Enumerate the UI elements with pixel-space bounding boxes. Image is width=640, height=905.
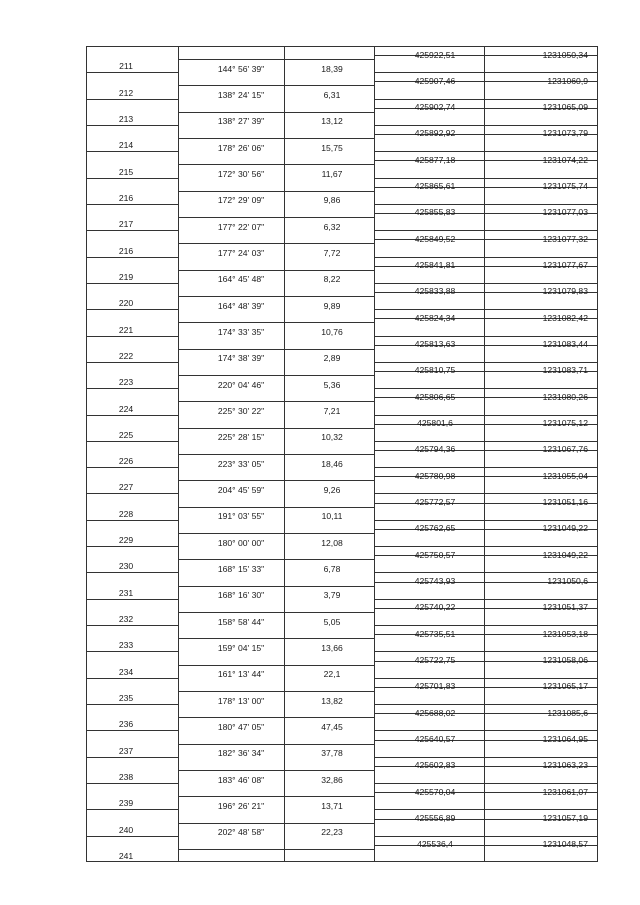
row-line bbox=[374, 625, 598, 626]
row-line bbox=[374, 257, 598, 258]
row-line bbox=[374, 204, 598, 205]
coordinate-y: 1231058,06 bbox=[542, 654, 588, 665]
segment-length: 3,79 bbox=[323, 590, 341, 601]
point-number: 214 bbox=[118, 140, 134, 151]
row-line bbox=[374, 783, 598, 784]
segment-angle: 138° 24' 15" bbox=[217, 90, 265, 101]
row-line bbox=[374, 72, 598, 73]
segment-line bbox=[178, 586, 374, 587]
point-number: 229 bbox=[118, 535, 134, 546]
row-line bbox=[374, 230, 598, 231]
coordinate-y: 1231051,37 bbox=[542, 602, 588, 613]
row-line bbox=[86, 704, 178, 705]
segment-line bbox=[178, 612, 374, 613]
segment-line bbox=[178, 191, 374, 192]
coordinate-x: 425780,98 bbox=[414, 470, 456, 481]
segment-angle: 172° 29' 09" bbox=[217, 195, 265, 206]
point-number: 239 bbox=[118, 798, 134, 809]
segment-angle: 202° 48' 58" bbox=[217, 827, 265, 838]
row-line bbox=[86, 599, 178, 600]
row-line bbox=[374, 441, 598, 442]
coordinate-y: 1231063,23 bbox=[542, 760, 588, 771]
coordinate-y: 1231053,18 bbox=[542, 628, 588, 639]
coordinate-x: 425536,4 bbox=[417, 839, 453, 850]
coordinate-x: 425865,61 bbox=[414, 181, 456, 192]
coordinate-y: 1231083,44 bbox=[542, 339, 588, 350]
point-number: 228 bbox=[118, 508, 134, 519]
point-number: 220 bbox=[118, 298, 134, 309]
point-number: 226 bbox=[118, 456, 134, 467]
point-number: 232 bbox=[118, 614, 134, 625]
segment-length: 37,78 bbox=[321, 748, 343, 759]
segment-length: 9,89 bbox=[323, 300, 341, 311]
coordinate-y: 1231050,6 bbox=[547, 575, 588, 586]
segment-line bbox=[178, 243, 374, 244]
coordinate-x: 425813,63 bbox=[414, 339, 456, 350]
coordinate-y: 1231064,95 bbox=[542, 733, 588, 744]
segment-angle: 196° 26' 21" bbox=[217, 800, 265, 811]
segment-angle: 168° 15' 33" bbox=[217, 563, 265, 574]
segment-length: 5,36 bbox=[323, 379, 341, 390]
segment-line bbox=[178, 770, 374, 771]
row-line bbox=[374, 362, 598, 363]
row-line bbox=[86, 230, 178, 231]
row-line bbox=[374, 125, 598, 126]
segment-line bbox=[178, 112, 374, 113]
segment-angle: 191° 03' 55" bbox=[217, 511, 265, 522]
segment-length: 47,45 bbox=[321, 721, 343, 732]
segment-line bbox=[178, 454, 374, 455]
point-number: 217 bbox=[118, 219, 134, 230]
segment-line bbox=[178, 217, 374, 218]
point-number: 233 bbox=[118, 640, 134, 651]
segment-length: 10,11 bbox=[321, 511, 343, 522]
segment-line bbox=[178, 270, 374, 271]
point-number: 227 bbox=[118, 482, 134, 493]
table-bottom-border bbox=[86, 861, 598, 862]
segment-line bbox=[178, 507, 374, 508]
row-line bbox=[86, 493, 178, 494]
coordinate-x: 425922,51 bbox=[414, 49, 456, 60]
segment-angle: 144° 56' 39" bbox=[217, 63, 265, 74]
coordinate-y: 1231075,74 bbox=[542, 181, 588, 192]
coordinate-y: 1231077,67 bbox=[542, 260, 588, 271]
segment-angle: 174° 33' 35" bbox=[217, 327, 265, 338]
row-line bbox=[86, 151, 178, 152]
coordinate-y: 1231082,42 bbox=[542, 312, 588, 323]
coordinate-x: 425810,75 bbox=[414, 365, 456, 376]
segment-angle: 204° 45' 59" bbox=[217, 484, 265, 495]
row-line bbox=[374, 99, 598, 100]
segment-length: 13,66 bbox=[321, 642, 343, 653]
point-number: 224 bbox=[118, 403, 134, 414]
row-line bbox=[86, 520, 178, 521]
segment-length: 22,23 bbox=[321, 827, 343, 838]
point-number: 225 bbox=[118, 429, 134, 440]
point-number: 238 bbox=[118, 772, 134, 783]
coordinates-table bbox=[86, 46, 598, 862]
segment-length: 18,39 bbox=[321, 63, 343, 74]
segment-line bbox=[178, 638, 374, 639]
row-line bbox=[86, 441, 178, 442]
row-line bbox=[86, 283, 178, 284]
coordinate-x: 425750,57 bbox=[414, 549, 456, 560]
segment-line bbox=[178, 717, 374, 718]
point-number: 236 bbox=[118, 719, 134, 730]
point-number: 221 bbox=[118, 324, 134, 335]
coordinate-x: 425877,18 bbox=[414, 154, 456, 165]
coordinate-y: 1231055,04 bbox=[542, 470, 588, 481]
segment-angle: 164° 45' 48" bbox=[217, 274, 265, 285]
coordinate-x: 425849,52 bbox=[414, 233, 456, 244]
row-line bbox=[374, 651, 598, 652]
coordinate-x: 425640,57 bbox=[414, 733, 456, 744]
segment-angle: 177° 24' 03" bbox=[217, 248, 265, 259]
row-line bbox=[86, 257, 178, 258]
coordinate-x: 425833,88 bbox=[414, 286, 456, 297]
segment-length: 7,72 bbox=[323, 248, 341, 259]
coordinate-x: 425602,83 bbox=[414, 760, 456, 771]
segment-angle: 172° 30' 56" bbox=[217, 169, 265, 180]
segment-angle: 161° 13' 44" bbox=[217, 669, 265, 680]
point-number: 234 bbox=[118, 666, 134, 677]
point-number: 231 bbox=[118, 587, 134, 598]
coordinate-x: 425892,92 bbox=[414, 128, 456, 139]
row-line bbox=[86, 204, 178, 205]
segment-length: 12,08 bbox=[321, 537, 343, 548]
row-line bbox=[374, 309, 598, 310]
coordinate-x: 425735,51 bbox=[414, 628, 456, 639]
point-number: 237 bbox=[118, 745, 134, 756]
coordinate-x: 425841,81 bbox=[414, 260, 456, 271]
segment-length: 22,1 bbox=[323, 669, 341, 680]
coordinate-y: 1231061,07 bbox=[542, 786, 588, 797]
row-line bbox=[86, 125, 178, 126]
segment-line bbox=[178, 59, 374, 60]
segment-angle: 174° 38' 39" bbox=[217, 353, 265, 364]
segment-line bbox=[178, 480, 374, 481]
coordinate-y: 1231065,17 bbox=[542, 681, 588, 692]
row-line bbox=[374, 415, 598, 416]
coordinate-y: 1231085,6 bbox=[547, 707, 588, 718]
point-number: 235 bbox=[118, 693, 134, 704]
point-number: 212 bbox=[118, 87, 134, 98]
segment-angle: 168° 16' 30" bbox=[217, 590, 265, 601]
segment-angle: 158° 58' 44" bbox=[217, 616, 265, 627]
row-line bbox=[86, 362, 178, 363]
segment-line bbox=[178, 665, 374, 666]
segment-angle: 138° 27' 39" bbox=[217, 116, 265, 127]
point-number: 219 bbox=[118, 271, 134, 282]
segment-line bbox=[178, 533, 374, 534]
point-number: 215 bbox=[118, 166, 134, 177]
coordinate-x: 425722,75 bbox=[414, 654, 456, 665]
row-line bbox=[86, 467, 178, 468]
row-line bbox=[374, 836, 598, 837]
coordinate-x: 425740,22 bbox=[414, 602, 456, 613]
segment-length: 7,21 bbox=[323, 406, 341, 417]
segment-angle: 177° 22' 07" bbox=[217, 221, 265, 232]
segment-length: 6,32 bbox=[323, 221, 341, 232]
segment-line bbox=[178, 796, 374, 797]
segment-angle: 223° 33' 05" bbox=[217, 458, 265, 469]
segment-length: 5,05 bbox=[323, 616, 341, 627]
coordinate-x: 425772,57 bbox=[414, 496, 456, 507]
coordinate-y: 1231049,22 bbox=[542, 523, 588, 534]
segment-length: 32,86 bbox=[321, 774, 343, 785]
coordinate-y: 1231050,34 bbox=[542, 49, 588, 60]
row-line bbox=[374, 757, 598, 758]
segment-line bbox=[178, 164, 374, 165]
coordinate-x: 425801,6 bbox=[417, 418, 453, 429]
segment-length: 11,67 bbox=[321, 169, 343, 180]
segment-length: 18,46 bbox=[321, 458, 343, 469]
row-line bbox=[374, 809, 598, 810]
row-line bbox=[374, 730, 598, 731]
row-line bbox=[86, 757, 178, 758]
segment-length: 13,82 bbox=[321, 695, 343, 706]
point-number: 216 bbox=[118, 245, 134, 256]
segment-length: 13,71 bbox=[321, 800, 343, 811]
row-line bbox=[374, 572, 598, 573]
coordinate-x: 425743,93 bbox=[414, 575, 456, 586]
segment-angle: 182° 36' 34" bbox=[217, 748, 265, 759]
segment-length: 6,78 bbox=[323, 563, 341, 574]
coordinate-x: 425806,65 bbox=[414, 391, 456, 402]
row-line bbox=[374, 520, 598, 521]
coordinate-y: 1231060,9 bbox=[547, 75, 588, 86]
table-top-border bbox=[86, 46, 598, 47]
segment-line bbox=[178, 349, 374, 350]
segment-line bbox=[178, 428, 374, 429]
segment-line bbox=[178, 322, 374, 323]
coordinate-x: 425701,83 bbox=[414, 681, 456, 692]
segment-angle: 225° 28' 15" bbox=[217, 432, 265, 443]
segment-angle: 178° 26' 06" bbox=[217, 142, 265, 153]
segment-angle: 178° 13' 00" bbox=[217, 695, 265, 706]
segment-length: 8,22 bbox=[323, 274, 341, 285]
segment-line bbox=[178, 559, 374, 560]
row-line bbox=[374, 283, 598, 284]
row-line bbox=[86, 546, 178, 547]
point-number: 230 bbox=[118, 561, 134, 572]
coordinate-y: 1231083,71 bbox=[542, 365, 588, 376]
segment-angle: 183° 46' 08" bbox=[217, 774, 265, 785]
row-line bbox=[86, 415, 178, 416]
coordinate-y: 1231051,16 bbox=[542, 496, 588, 507]
coordinate-x: 425855,83 bbox=[414, 207, 456, 218]
segment-line bbox=[178, 296, 374, 297]
coordinate-y: 1231075,12 bbox=[542, 418, 588, 429]
row-line bbox=[374, 467, 598, 468]
coordinate-y: 1231074,22 bbox=[542, 154, 588, 165]
point-number: 223 bbox=[118, 377, 134, 388]
row-line bbox=[86, 178, 178, 179]
segment-line bbox=[178, 691, 374, 692]
segment-angle: 159° 04' 15" bbox=[217, 642, 265, 653]
row-line bbox=[374, 178, 598, 179]
segment-length: 9,86 bbox=[323, 195, 341, 206]
coordinate-x: 425902,74 bbox=[414, 102, 456, 113]
row-line bbox=[374, 546, 598, 547]
point-number: 213 bbox=[118, 113, 134, 124]
row-line bbox=[86, 388, 178, 389]
coordinate-y: 1231048,57 bbox=[542, 839, 588, 850]
coordinate-y: 1231077,03 bbox=[542, 207, 588, 218]
row-line bbox=[86, 572, 178, 573]
coordinate-x: 425556,89 bbox=[414, 812, 456, 823]
segment-line bbox=[178, 823, 374, 824]
row-line bbox=[86, 836, 178, 837]
row-line bbox=[86, 678, 178, 679]
row-line bbox=[86, 99, 178, 100]
point-number: 240 bbox=[118, 824, 134, 835]
point-number: 241 bbox=[118, 851, 134, 861]
coordinate-y: 1231077,32 bbox=[542, 233, 588, 244]
row-line bbox=[86, 309, 178, 310]
row-line bbox=[374, 493, 598, 494]
row-line bbox=[374, 151, 598, 152]
coordinate-y: 1231057,19 bbox=[542, 812, 588, 823]
segment-angle: 180° 00' 00" bbox=[217, 537, 265, 548]
row-line bbox=[86, 783, 178, 784]
coordinate-x: 425762,65 bbox=[414, 523, 456, 534]
column-line bbox=[86, 46, 87, 862]
segment-length: 2,89 bbox=[323, 353, 341, 364]
coordinate-y: 1231079,83 bbox=[542, 286, 588, 297]
segment-line bbox=[178, 85, 374, 86]
row-line bbox=[86, 651, 178, 652]
segment-angle: 225° 30' 22" bbox=[217, 406, 265, 417]
segment-length: 9,26 bbox=[323, 484, 341, 495]
segment-line bbox=[178, 744, 374, 745]
point-number: 216 bbox=[118, 192, 134, 203]
row-line bbox=[86, 730, 178, 731]
segment-angle: 180° 47' 05" bbox=[217, 721, 265, 732]
point-number: 211 bbox=[119, 61, 133, 72]
coordinate-y: 1231065,09 bbox=[542, 102, 588, 113]
row-line bbox=[374, 388, 598, 389]
coordinate-x: 425570,04 bbox=[414, 786, 456, 797]
point-number: 222 bbox=[118, 350, 134, 361]
segment-length: 10,32 bbox=[321, 432, 343, 443]
coordinate-y: 1231080,26 bbox=[542, 391, 588, 402]
coordinate-y: 1231067,76 bbox=[542, 444, 588, 455]
row-line bbox=[374, 704, 598, 705]
segment-length: 15,75 bbox=[321, 142, 343, 153]
row-line bbox=[86, 625, 178, 626]
segment-length: 13,12 bbox=[321, 116, 343, 127]
row-line bbox=[374, 336, 598, 337]
segment-length: 6,31 bbox=[323, 90, 341, 101]
coordinate-x: 425688,02 bbox=[414, 707, 456, 718]
segment-line bbox=[178, 138, 374, 139]
coordinate-x: 425907,46 bbox=[414, 75, 456, 86]
coordinate-x: 425824,34 bbox=[414, 312, 456, 323]
coordinate-y: 1231073,79 bbox=[542, 128, 588, 139]
row-line bbox=[86, 809, 178, 810]
row-line bbox=[86, 336, 178, 337]
segment-angle: 220° 04' 46" bbox=[217, 379, 265, 390]
coordinate-y: 1231049,22 bbox=[542, 549, 588, 560]
segment-angle: 164° 48' 39" bbox=[217, 300, 265, 311]
segment-line bbox=[178, 401, 374, 402]
coordinate-x: 425794,36 bbox=[414, 444, 456, 455]
segment-length: 10,76 bbox=[321, 327, 343, 338]
row-line bbox=[86, 72, 178, 73]
row-line bbox=[374, 599, 598, 600]
segment-line bbox=[178, 375, 374, 376]
segment-line bbox=[178, 849, 374, 850]
row-line bbox=[374, 678, 598, 679]
